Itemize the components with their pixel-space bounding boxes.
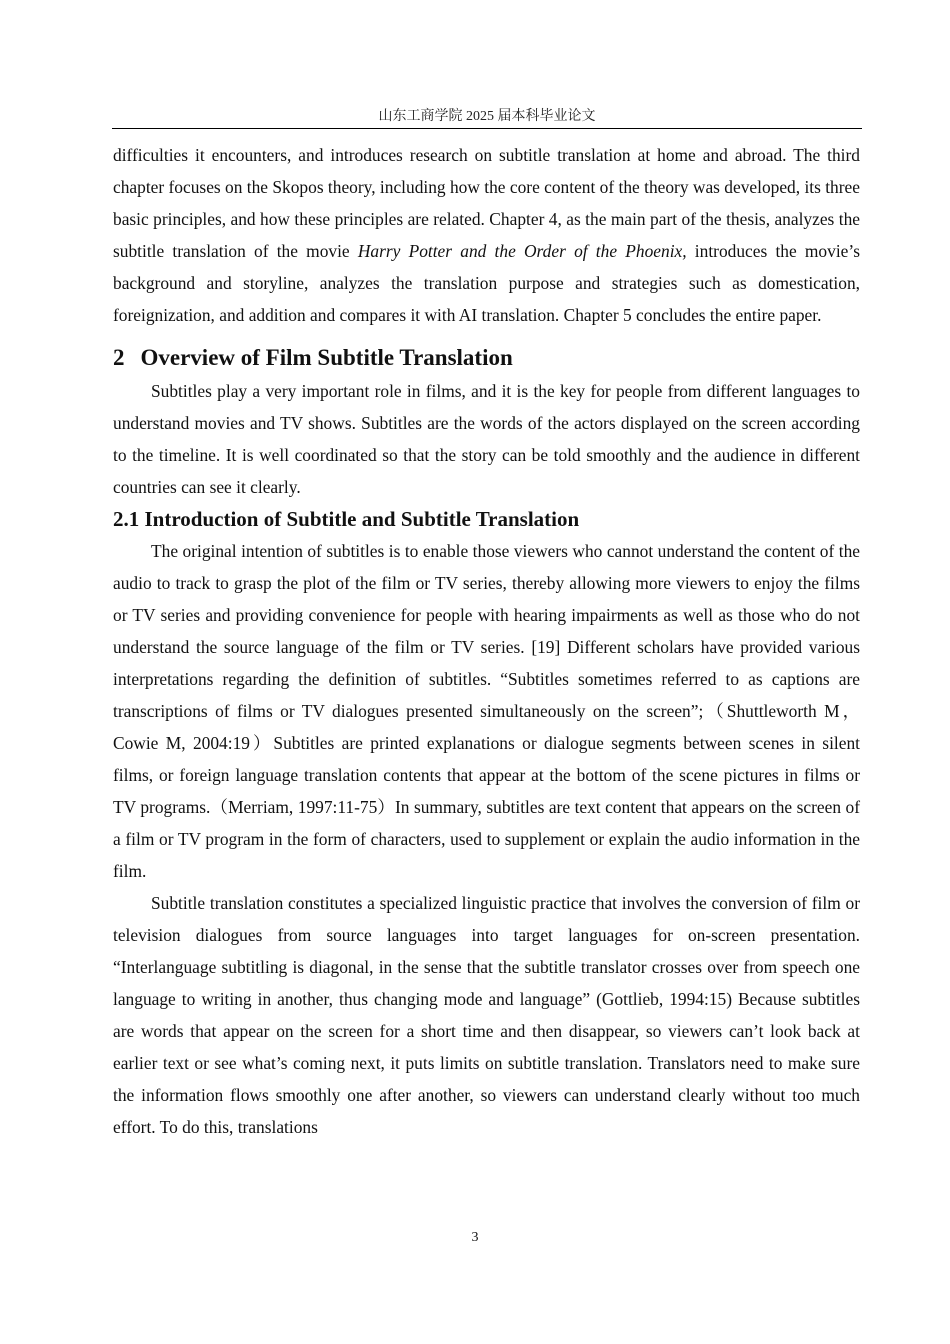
paragraph-overview: Subtitles play a very important role in films, and it is the key for people from different languages to understand movies and TV shows. Subtitles are the words of the actors displayed on the screen according to the timeline. It is well coordinated so that the story can be told smoothly and the audience in different countries can see it clearly. (113, 381, 860, 497)
running-header: 山东工商学院 2025 届本科毕业论文 (378, 109, 596, 124)
header-divider (112, 128, 862, 129)
paragraph-text: difficulties it encounters, and introduces research on subtitle translation at home and abroad. The third chapter focuses on the Skopos theory, including how the core content of the theory was developed, its three basic principles, and how these principles are related. Chapter 4, as the main part of the thesis, analyzes the subtitle translation of the movie (113, 145, 860, 261)
section-heading: 2.1 Introduction of Subtitle and Subtitle Translation (113, 507, 580, 531)
chapter-title: Overview of Film Subtitle Translation (140, 345, 513, 370)
page-body (113, 139, 860, 1143)
paragraph-text: introduces the movie’s background and storyline, analyzes the translation purpose and strategies such as domestication, foreignization, and addition and compares it with AI translation. Chapter 5 concludes the entire paper. (113, 241, 860, 325)
paragraph-subtitle-translation: Subtitle translation constitutes a specialized linguistic practice that involves the conversion of film or television dialogues from source languages into target languages for on-screen presentation. “Interlanguage subtitling is diagonal, in the sense that the subtitle translator crosses over from speech one language to writing in another, thus changing mode and language” (Gottlieb, 1994:15) Because subtitles are words that appear on the screen for a short time and then disappear, so viewers can’t look back at earlier text or see what’s coming next, it puts limits on subtitle translation. Translators need to make sure the information flows smoothly one after another, so viewers can understand clearly without too much effort. To do this, translations (113, 893, 860, 1137)
page-number: 3 (471, 1230, 479, 1245)
chapter-number: 2 (113, 345, 125, 370)
paragraph-intro-continued (113, 139, 860, 331)
film-title-italic: Harry Potter and the Order of the Phoenix, (357, 241, 687, 261)
chapter-heading (113, 341, 860, 375)
paragraph-subtitle-definition: The original intention of subtitles is to enable those viewers who cannot understand the content of the audio to track to grasp the plot of the film or TV series, thereby allowing more viewers to enjoy the films or TV series and providing convenience for people with hearing impairments as well as those who do not understand the source language of the film or TV series. [19] Different scholars have provided various interpretations regarding the definition of subtitles. “Subtitles sometimes referred to as captions are transcriptions of films or TV dialogues presented simultaneously on the screen”;（Shuttleworth M，Cowie M, 2004:19）Subtitles are printed explanations or dialogue segments between scenes in silent films, or foreign language translation contents that appear at the bottom of the scene pictures in films or TV programs.（Merriam, 1997:11-75）In summary, subtitles are text content that appears on the screen of a film or TV program in the form of characters, used to supplement or explain the audio information in the film. (113, 541, 860, 881)
